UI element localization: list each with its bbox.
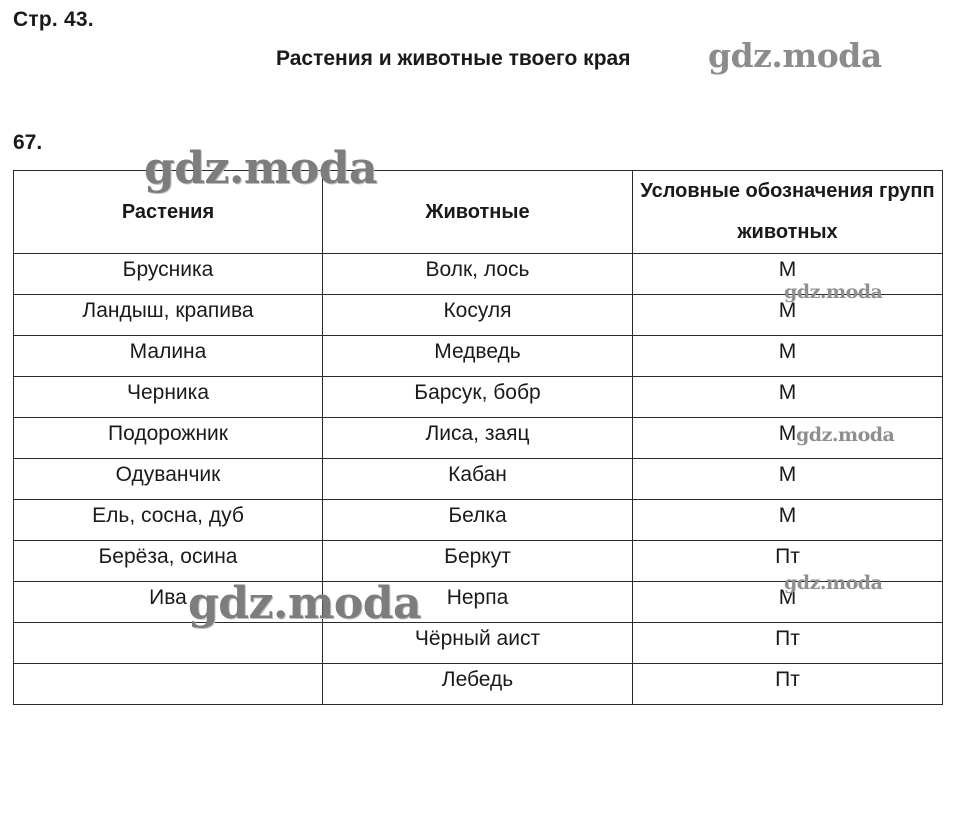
plant-cell: Малина [14, 336, 323, 377]
plant-cell: Одуванчик [14, 459, 323, 500]
group-cell: М [633, 418, 943, 459]
watermark-logo: gdz.moda [784, 572, 883, 594]
table-row [14, 418, 943, 459]
answer-table [13, 170, 943, 705]
table-header-row [14, 171, 943, 254]
watermark-logo: gdz.moda [144, 143, 378, 194]
table-row [14, 254, 943, 295]
header-groups: Условные обозначения групп животных [633, 171, 943, 254]
group-cell: М [633, 582, 943, 623]
header-plants: Растения [14, 171, 323, 254]
group-cell: М [633, 295, 943, 336]
group-cell: М [633, 500, 943, 541]
watermark-logo: gdz.moda [708, 36, 882, 75]
table-row [14, 336, 943, 377]
page-title: Растения и животные твоего края [276, 47, 631, 70]
plant-cell [14, 664, 323, 705]
table-row [14, 295, 943, 336]
table-row [14, 582, 943, 623]
watermark-logo: gdz.moda [188, 578, 422, 629]
watermark-logo: gdz.moda [796, 424, 895, 446]
group-cell: М [633, 254, 943, 295]
group-cell: М [633, 459, 943, 500]
plant-cell [14, 623, 323, 664]
animal-cell: Белка [323, 500, 633, 541]
plant-cell: Подорожник [14, 418, 323, 459]
table-row [14, 500, 943, 541]
animal-cell: Нерпа [323, 582, 633, 623]
animal-cell: Лиса, заяц [323, 418, 633, 459]
group-cell: Пт [633, 541, 943, 582]
group-cell: Пт [633, 664, 943, 705]
animal-cell: Беркут [323, 541, 633, 582]
animal-cell: Медведь [323, 336, 633, 377]
watermark-logo: gdz.moda [784, 281, 883, 303]
task-number: 67. [13, 131, 43, 154]
table-row [14, 623, 943, 664]
animal-cell: Чёрный аист [323, 623, 633, 664]
animal-cell: Барсук, бобр [323, 377, 633, 418]
plant-cell: Берёза, осина [14, 541, 323, 582]
plant-cell: Ель, сосна, дуб [14, 500, 323, 541]
table-row [14, 459, 943, 500]
group-cell: М [633, 336, 943, 377]
group-cell: Пт [633, 623, 943, 664]
table-row [14, 541, 943, 582]
animal-cell: Косуля [323, 295, 633, 336]
plant-cell: Ландыш, крапива [14, 295, 323, 336]
plant-cell: Черника [14, 377, 323, 418]
animal-cell: Кабан [323, 459, 633, 500]
header-animals: Животные [323, 171, 633, 254]
animal-cell: Волк, лось [323, 254, 633, 295]
page-label: Стр. 43. [13, 8, 94, 31]
table-row [14, 377, 943, 418]
plant-cell: Брусника [14, 254, 323, 295]
plant-cell: Ива [14, 582, 323, 623]
table-row [14, 664, 943, 705]
group-cell: М [633, 377, 943, 418]
animal-cell: Лебедь [323, 664, 633, 705]
